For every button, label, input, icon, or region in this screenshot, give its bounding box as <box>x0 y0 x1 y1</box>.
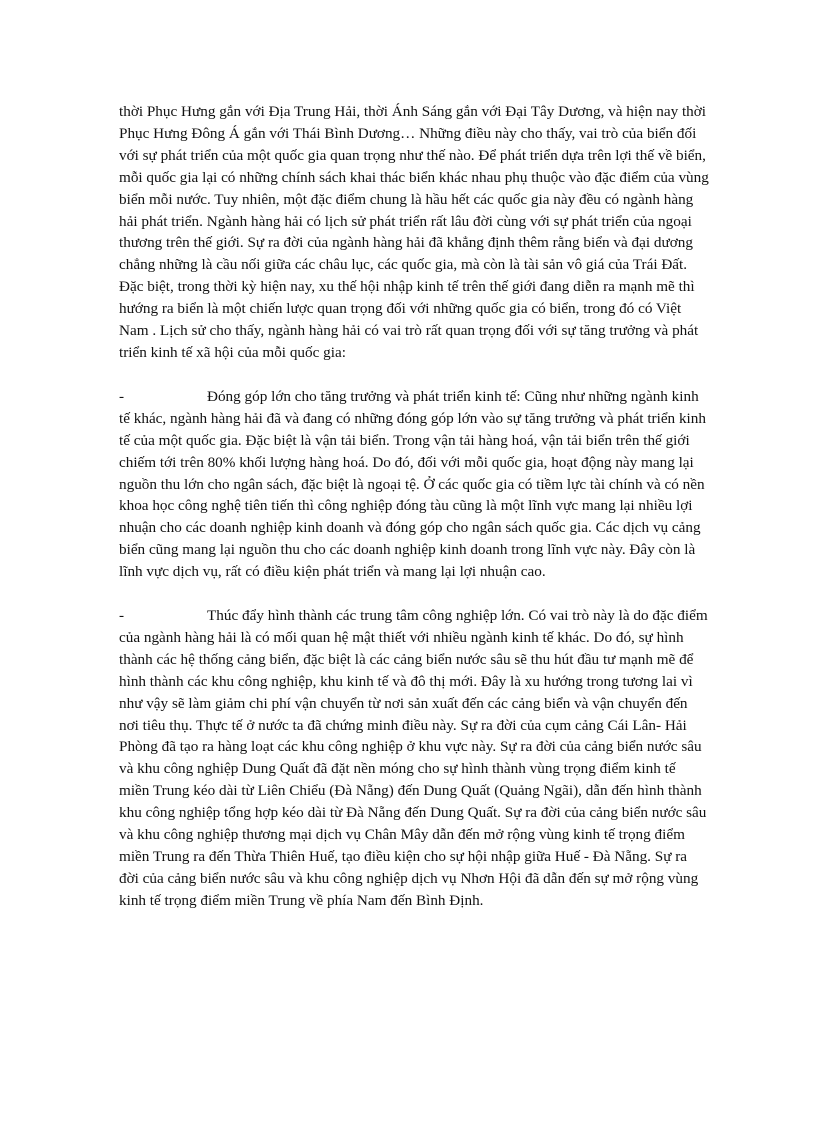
paragraph-spacer <box>119 364 709 386</box>
paragraph-spacer <box>119 583 709 605</box>
intro-paragraph: thời Phục Hưng gắn với Địa Trung Hải, thời Ánh Sáng gắn với Đại Tây Dương, và hiện nay thời Phục Hưng Đông Á gắn với Thái Bình Dương… Những điều này cho thấy, vai trò của biển đối với sự phát triển của một quốc gia quan trọng như thế nào. Để phát triển dựa trên lợi thế về biển, mỗi quốc gia lại có những chính sách khai thác biển khác nhau phụ thuộc vào đặc điểm của vùng biển mỗi nước. Tuy nhiên, một đặc điểm chung là hầu hết các quốc gia này đều có ngành hàng hải phát triển. Ngành hàng hải có lịch sử phát triển rất lâu đời cùng với sự phát triển của ngoại thương trên thế giới. Sự ra đời của ngành hàng hải đã khẳng định thêm rằng biển và đại dương chẳng những là cầu nối giữa các châu lục, các quốc gia, mà còn là tài sản vô giá của Trái Đất. Đặc biệt, trong thời kỳ hiện nay, xu thế hội nhập kinh tế trên thế giới đang diễn ra mạnh mẽ thì hướng ra biển là một chiến lược quan trọng đối với những quốc gia có biển, trong đó có Việt Nam . Lịch sử cho thấy, ngành hàng hải có vai trò rất quan trọng đối với sự tăng trưởng và phát triển kinh tế xã hội của mỗi quốc gia: <box>119 103 709 361</box>
bullet-marker: - <box>119 607 125 625</box>
document-body <box>119 101 709 912</box>
bullet-item-2 <box>119 605 709 912</box>
bullet-text: Thúc đẩy hình thành các trung tâm công nghiệp lớn. Có vai trò này là do đặc điểm của ngành hàng hải là có mối quan hệ mật thiết với nhiều ngành kinh tế khác. Do đó, sự hình thành các hệ thống cảng biển, đặc biệt là các cảng biển nước sâu sẽ thu hút đầu tư mạnh mẽ để hình thành các khu công nghiệp, khu kinh tế và đô thị mới. Đây là xu hướng trong tương lai vì như vậy sẽ làm giảm chi phí vận chuyển từ nơi sản xuất đến các cảng biển và vận chuyển đến nơi tiêu thụ. Thực tế ở nước ta đã chứng minh điều này. Sự ra đời của cụm cảng Cái Lân- Hải Phòng đã tạo ra hàng loạt các khu công nghiệp ở khu vực này. Sự ra đời của cảng biển nước sâu và khu công nghiệp Dung Quất đã đặt nền móng cho sự hình thành vùng trọng điểm kinh tế miền Trung kéo dài từ Liên Chiểu (Đà Nẵng) đến Dung Quất (Quảng Ngãi), dẫn đến hình thành khu công nghiệp tổng hợp kéo dài từ Đà Nẵng đến Dung Quất. Sự ra đời của cảng biển nước sâu và khu công nghiệp thương mại dịch vụ Chân Mây dẫn đến mở rộng vùng kinh tế trọng điểm miền Trung ra đến Thừa Thiên Huế, tạo điều kiện cho sự hội nhập giữa Huế - Đà Nẵng. Sự ra đời của cảng biển nước sâu và khu công nghiệp dịch vụ Nhơn Hội đã dẫn đến sự mở rộng vùng kinh tế trọng điểm miền Trung về phía Nam đến Bình Định. <box>119 607 708 909</box>
bullet-item-1 <box>119 386 709 583</box>
bullet-text: Đóng góp lớn cho tăng trưởng và phát triển kinh tế: Cũng như những ngành kinh tế khác, ngành hàng hải đã và đang có những đóng góp lớn vào sự tăng trưởng và phát triển kinh tế của một quốc gia. Đặc biệt là vận tải biển. Trong vận tải hàng hoá, vận tải biển trên thế giới chiếm tới trên 80% khối lượng hàng hoá. Do đó, đối với mỗi quốc gia, hoạt động này mang lại nguồn thu lớn cho ngân sách, đặc biệt là ngoại tệ. Ở các quốc gia có tiềm lực tài chính và có nền khoa học công nghệ tiên tiến thì công nghiệp đóng tàu cũng là một lĩnh vực mang lại nhiều lợi nhuận cho các doanh nghiệp kinh doanh và đóng góp cho ngân sách quốc gia. Các dịch vụ cảng biển cũng mang lại nguồn thu cho các doanh nghiệp kinh doanh trong lĩnh vực này. Đây còn là lĩnh vực dịch vụ, rất có điều kiện phát triển và mang lại lợi nhuận cao. <box>119 387 706 581</box>
bullet-marker: - <box>119 387 125 405</box>
